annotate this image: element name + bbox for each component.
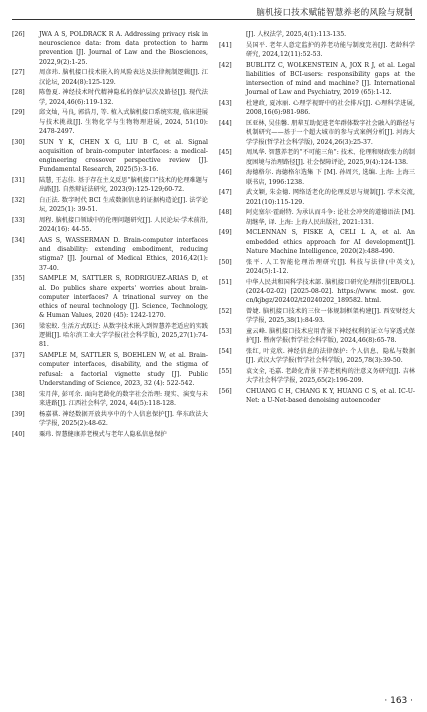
- reference-text: 周程. 脑机接口领域中的伦理问题研究[J]. 人民论坛·学术前沿, 2024(16): 44-55.: [39, 217, 208, 234]
- reference-number: [48]: [219, 209, 232, 217]
- reference-text: 武文颖, 朱金德. 网络适老化的伦理反思与规制[J]. 学术交流, 2021(10):115-129.: [246, 189, 415, 206]
- reference-number: [29]: [12, 109, 25, 117]
- reference-entry: [12, 88, 208, 106]
- reference-number: [35]: [12, 275, 25, 283]
- reference-entry: [12, 322, 208, 350]
- reference-entry: [12, 138, 208, 175]
- reference-number: [42]: [219, 61, 232, 69]
- reference-entry: [219, 61, 415, 98]
- reference-entry: [219, 307, 415, 325]
- reference-number: [55]: [219, 367, 232, 375]
- reference-entry: [219, 99, 415, 117]
- reference-entry: [12, 390, 208, 408]
- reference-number: [38]: [12, 390, 25, 398]
- reference-text: SUN Y K, CHEN X G, LIU B C, et al. Signal acquisition of brain-computer interfaces: a medical-engineering crossover perspective review [J]. Fundamental Research, 2025(5):3-16.: [39, 138, 208, 174]
- reference-text: SAMPLE M, SATTLER S, RODRIGUEZ-ARIAS D, et al. Do publics share experts' worries about brain-computer interfaces? A trinational survey on the ethics of neural technology [J]. Science, Technology, & Human Values, 2020 (45): 1242-1270.: [39, 275, 208, 320]
- reference-entry: [12, 216, 208, 234]
- reference-entry: [219, 367, 415, 385]
- running-title: 脑机接口技术赋能智慧养老的风险与规制: [256, 8, 413, 18]
- reference-entry: [219, 148, 415, 166]
- reference-entry: [219, 41, 415, 59]
- reference-text: 匡亚林, 吴佳馨. 朋辈互助促进老年群体数字社会融入的路径与机制研究——基于一个超大城市的参与式案例分析[J]. 河海大学学报(哲学社会科学版), 2024,26(3):25-37.: [246, 120, 415, 146]
- reference-text: 海德格尔. 海德格尔选集 下 [M]. 孙周兴, 选编. 上海: 上海三联书店, 1996:1238.: [246, 169, 415, 186]
- reference-text: 吴国平. 老年人意定监护的养老功能与制度完善[J]. 老龄科学研究, 2024,12(11):52-53.: [246, 41, 415, 58]
- header-rule: [12, 19, 415, 20]
- reference-text: 白正法. 数字时代 BCI 生成数据信息的证据构造论[J]. 法学论坛, 2025(1): 39-51.: [39, 197, 208, 214]
- reference-text: BUBLITZ C, WOLKENSTEIN A, JOX R J, et al. Legal liabilities of BCI-users: responsibility gaps at the intersection of mind and machine? [J]. International Journal of Law and Psychiatry, 2019 (65):1-12.: [246, 61, 415, 97]
- references-right-column: [219, 30, 415, 407]
- reference-number: [52]: [219, 307, 232, 315]
- reference-entry: [219, 327, 415, 345]
- reference-text: 袁文全, 毛嘉. 老龄化背景下养老机构的注意义务研究[J]. 吉林大学社会科学学报, 2025,65(2):196-209.: [246, 367, 415, 385]
- reference-entry: [219, 208, 415, 226]
- page-number: · 163 ·: [384, 696, 413, 706]
- reference-text: 梁宏蚁. 生活方式跃迁: 从数字技术嵌入到智慧养老适应的实践逻辑[J]. 哈尔滨工业大学学报(社会科学版), 2025,27(1):74-81.: [39, 323, 208, 349]
- reference-entry: [219, 278, 415, 306]
- reference-number: [50]: [219, 258, 232, 266]
- reference-number: [43]: [219, 100, 232, 108]
- reference-number: [47]: [219, 189, 232, 197]
- reference-number: [37]: [12, 352, 25, 360]
- reference-text: 周彦玮. 脑机接口技术嵌入的风险表达及法律规制逻辑[J]. 江汉论坛, 2024(8):125-129.: [39, 69, 208, 86]
- reference-entry: [219, 168, 415, 186]
- reference-number: [27]: [12, 69, 25, 77]
- reference-number: [56]: [219, 387, 232, 395]
- reference-number: [36]: [12, 323, 25, 331]
- references-left-column: [12, 30, 208, 440]
- reference-entry: [12, 108, 208, 136]
- reference-text: 童云峰. 脑机接口技术应用背景下神经权利的证立与穿透式保护[J]. 暨南学报(哲学社会科学版), 2024,46(8):65-78.: [246, 327, 415, 345]
- reference-number: [54]: [219, 347, 232, 355]
- reference-number: [31]: [12, 177, 25, 185]
- reference-text: CHUANG C H, CHANG K Y, HUANG C S, et al. IC-U-Net: a U-Net-based denoising autoencoder: [246, 387, 415, 405]
- reference-text: [J]. 人权法学, 2025,4(1):113-135.: [246, 31, 347, 38]
- reference-number: [30]: [12, 138, 25, 146]
- reference-text: 阿克塞尔·霍耐特. 为承认而斗争: 论社会冲突的道德语法 [M]. 胡继华, 译. 上海: 上海人民出版社, 2021:131.: [246, 209, 415, 226]
- reference-entry: [12, 430, 208, 439]
- reference-entry: [12, 196, 208, 214]
- reference-text: 张红, 叶竞欣. 神经信息的法律保护: 个人信息、隐私与数据[J]. 武汉大学学报(哲学社会科学版), 2025,78(3):39-50.: [246, 347, 415, 365]
- reference-number: [44]: [219, 120, 232, 128]
- reference-entry: [12, 68, 208, 86]
- reference-entry: [219, 188, 415, 206]
- reference-number: [41]: [219, 41, 232, 49]
- reference-text: 中华人民共和国科学技术部. 脑机接口研究伦理指引[EB/OL]. (2024-02-02) [2025-08-02]. https://www. most. gov. cn/kjbgz/202402/t20240202_189582. html.: [246, 278, 415, 305]
- reference-entry: [12, 236, 208, 273]
- reference-number: [39]: [12, 410, 25, 418]
- reference-text: 邱文灿, 马良, 郭浩月, 等. 植入式脑机接口系统实现, 临床进展与技术挑战[J]. 生物化学与生物物理进展, 2024, 51(10): 2478-2497.: [39, 109, 208, 135]
- reference-text: AAS S, WASSERMAN D. Brain-computer interfaces and disability: extending embodiment, reducing stigma? [J]. Journal of Medical Ethics, 2016,42(1): 37-40.: [39, 237, 208, 272]
- reference-entry: [219, 30, 415, 39]
- reference-entry: [219, 228, 415, 256]
- reference-number: [34]: [12, 237, 25, 245]
- reference-text: 陆慧, 王志佳. 基于存在主义反思“脑机接口”技术的伦理难题与出路[J]. 自然辩证法研究, 2023(9):125-129;60-72.: [39, 177, 208, 194]
- reference-text: 陈鲁夏. 神经技术时代精神隐私的保护层次及路径[J]. 现代法学, 2024,46(6):119-132.: [39, 89, 208, 106]
- reference-entry: [12, 274, 208, 320]
- reference-text: 粟玮. 智慧健康养老模式与老年人隐私信息保护: [39, 430, 167, 438]
- reference-text: 杜建政, 夏冰丽. 心理学视野中的社会排斥[J]. 心理科学进展, 2008,16(6):981-986.: [246, 100, 415, 117]
- reference-number: [26]: [12, 31, 25, 38]
- reference-number: [45]: [219, 149, 232, 157]
- reference-number: [28]: [12, 89, 25, 97]
- reference-entry: [12, 351, 208, 388]
- reference-entry: [219, 387, 415, 405]
- reference-text: 曾婕. 脑机接口技术的三位一体规制框架构建[J]. 西安财经大学学报, 2025,38(1):84-93.: [246, 307, 415, 325]
- reference-entry: [12, 30, 208, 67]
- reference-text: JWA A S, POLDRACK R A. Addressing privacy risk in neuroscience data: from data protection to harm prevention [J]. Journal of Law and the Biosciences, 2022,9(2):1-25.: [39, 31, 208, 66]
- reference-number: [53]: [219, 327, 232, 335]
- reference-number: [32]: [12, 197, 25, 205]
- reference-number: [40]: [12, 430, 25, 438]
- reference-text: 周凤华. 智慧养老的“不可能三角”: 技术、伦理和财政张力的制度困境与治理路径[J]. 社会保障评论, 2025,9(4):124-138.: [246, 149, 415, 166]
- reference-number: [51]: [219, 278, 232, 286]
- reference-text: 张平. 人工智能伦理治理研究[J]. 科技与法律(中英文), 2024(5):1-12.: [246, 258, 415, 275]
- reference-text: MCLENNAN S, FISKE A, CELI L A, et al. An embedded ethics approach for AI development[J]. Nature Machine Intelligence, 2020(2):488-490.: [246, 229, 415, 255]
- reference-entry: [219, 347, 415, 365]
- reference-number: [33]: [12, 217, 25, 225]
- reference-text: 宋月萍, 彭可余. 面向老龄化的数字社会治理: 现实、演变与未来进路[J]. 江西社会科学, 2024, 44(5):118-128.: [39, 390, 208, 407]
- reference-entry: [219, 119, 415, 147]
- reference-entry: [219, 258, 415, 276]
- reference-entry: [12, 176, 208, 194]
- reference-text: SAMPLE M, SATTLER S, BOEHLEN W, et al. Brain-computer interfaces, disability, and the stigma of refusal: a factorial vignette study [J]. Public Understanding of Science, 2023, 32 (4): 522-542.: [39, 352, 208, 387]
- reference-number: [49]: [219, 229, 232, 237]
- reference-number: [46]: [219, 169, 232, 177]
- reference-entry: [12, 410, 208, 428]
- reference-text: 杨嘉祺. 神经数据开放共享中的个人信息保护[J]. 华东政法大学学报, 2025(2):48-62.: [39, 410, 208, 427]
